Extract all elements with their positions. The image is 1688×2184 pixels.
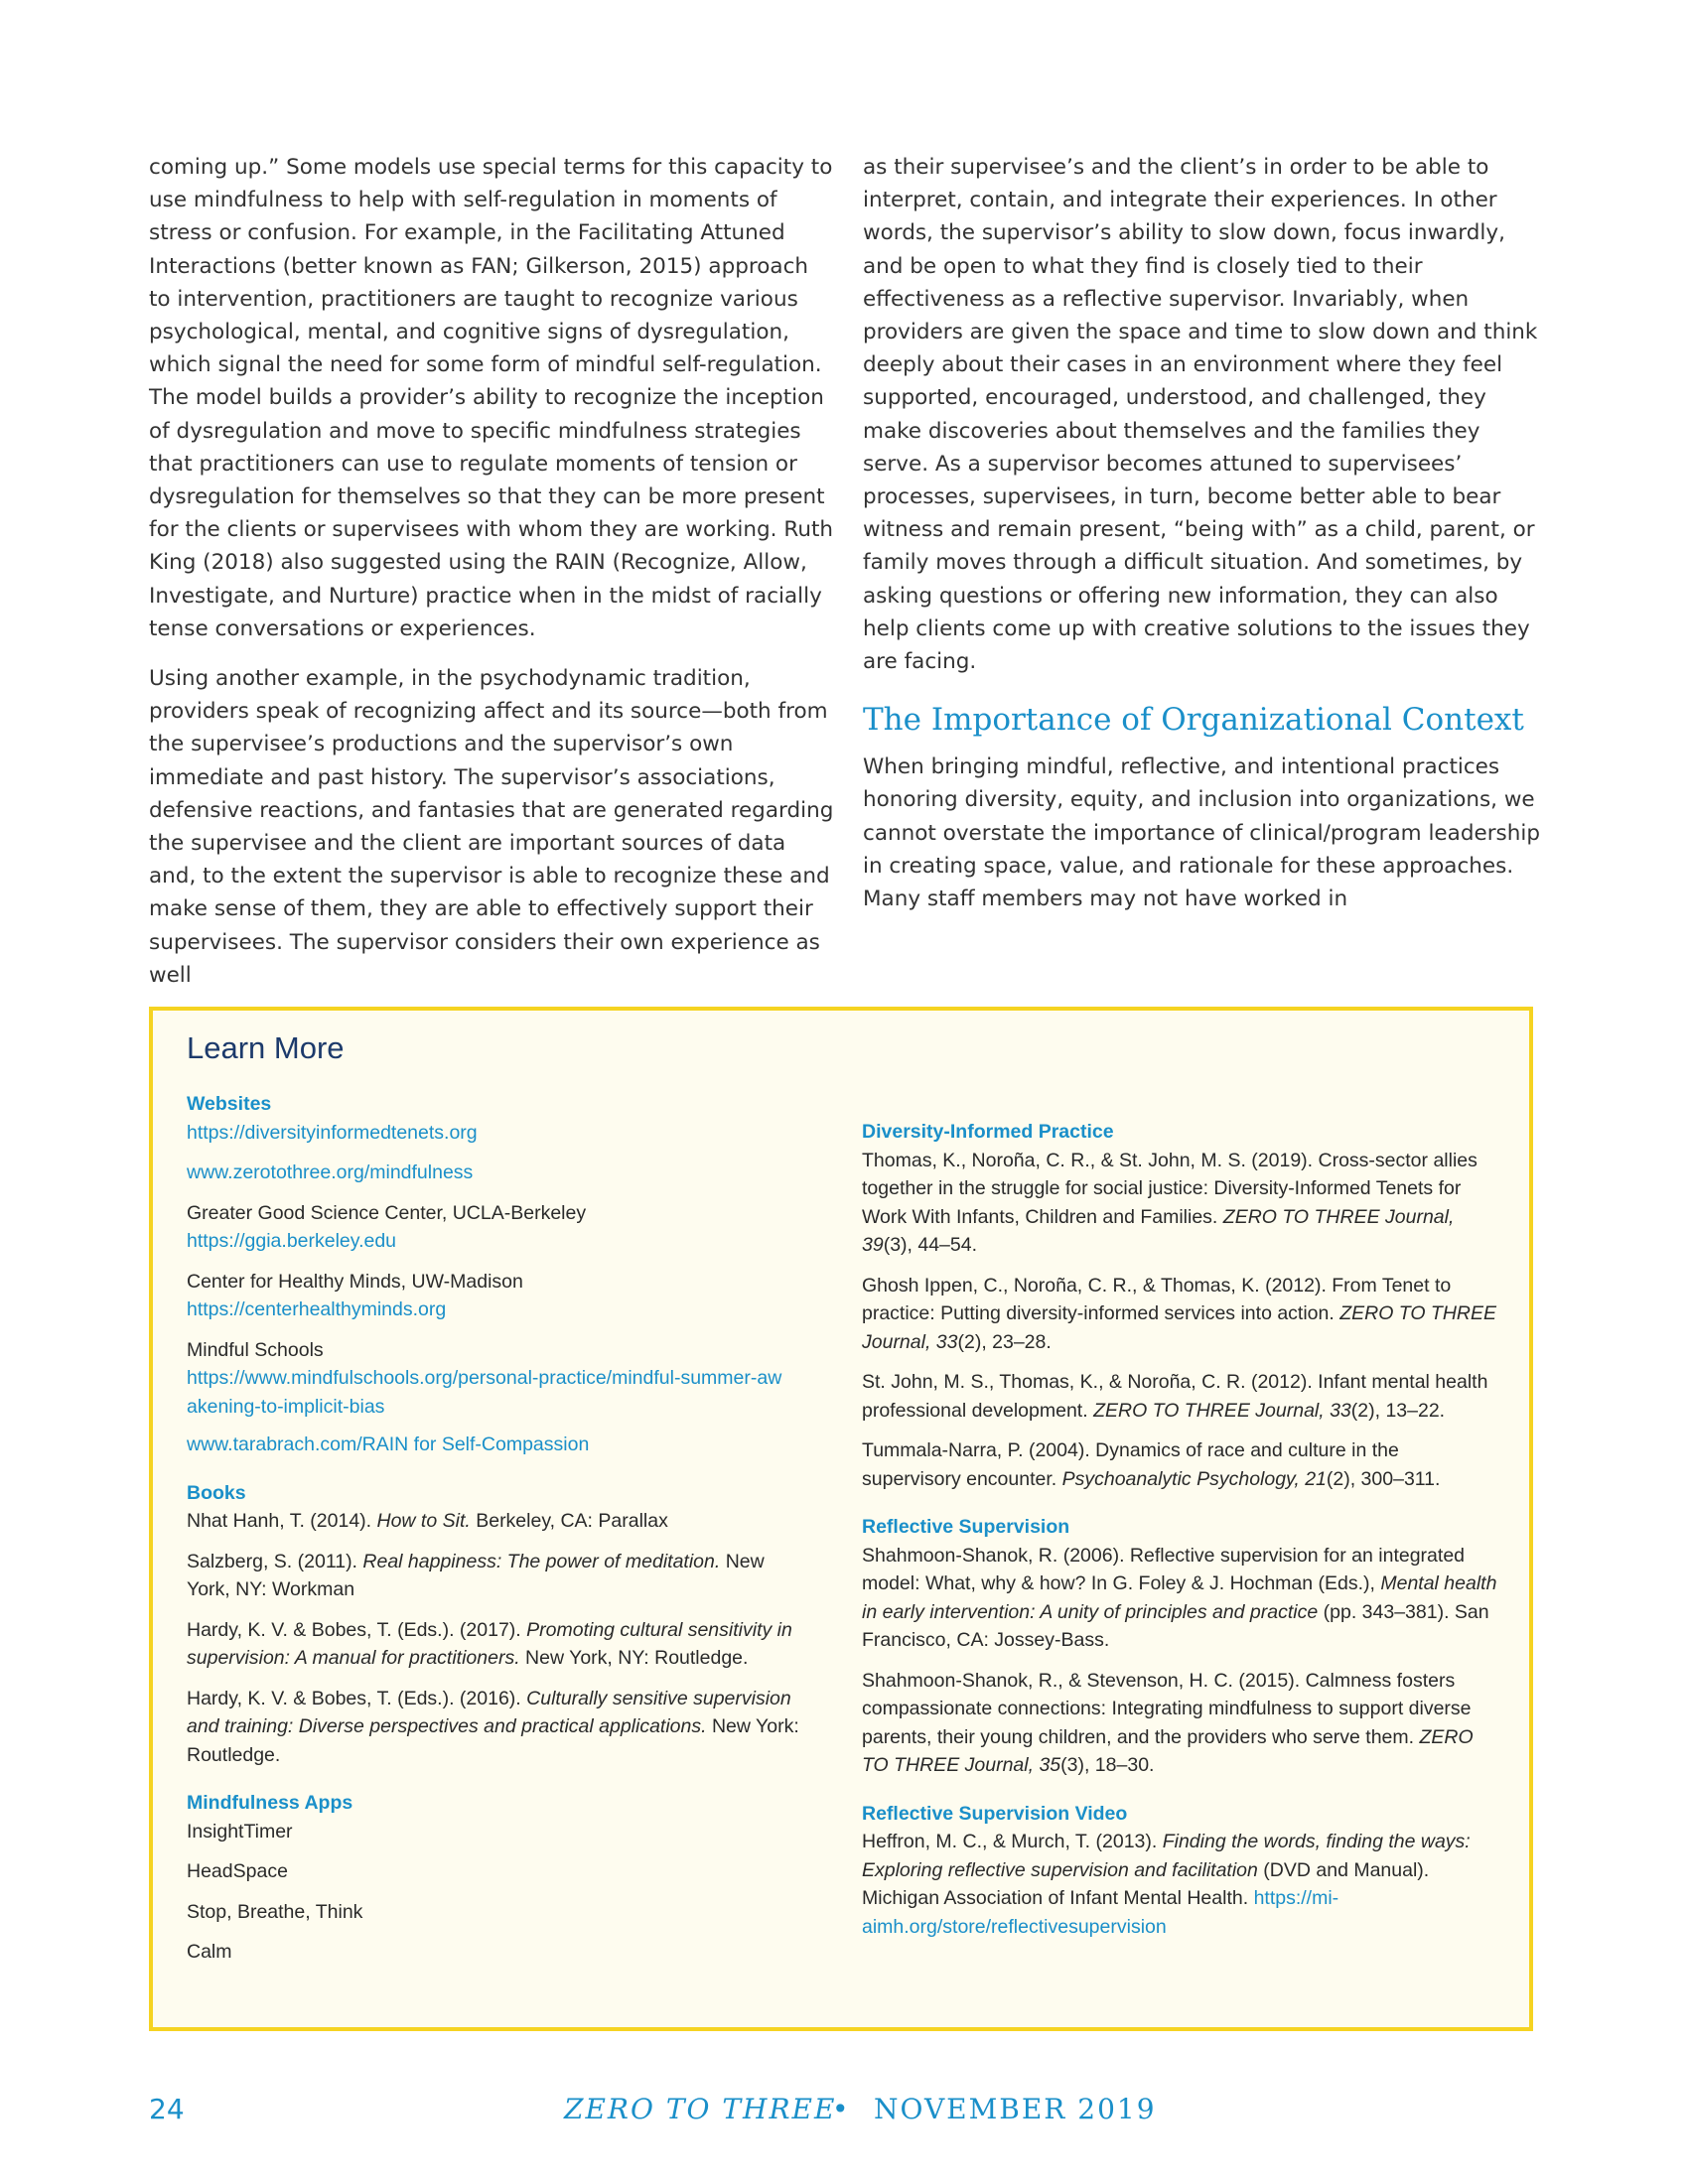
- app-item: InsightTimer: [187, 1820, 293, 1843]
- learn-more-box: [149, 1007, 1533, 2031]
- footer-separator: •: [832, 2093, 849, 2125]
- reflective-supervision-label: Reflective Supervision: [862, 1516, 1070, 1538]
- right-text-column: [863, 151, 1548, 932]
- resource-name: Center for Healthy Minds, UW-Madison: [187, 1270, 523, 1293]
- page-number: 24: [149, 2093, 185, 2125]
- app-item: Stop, Breathe, Think: [187, 1900, 363, 1923]
- diversity-practice-label: Diversity-Informed Practice: [862, 1121, 1114, 1143]
- reference-entry: Tummala-Narra, P. (2004). Dynamics of race and culture in the supervisory encounter. Psychoanalytic Psychology, 21(2), 300–311.: [862, 1439, 1441, 1490]
- app-item: HeadSpace: [187, 1860, 288, 1882]
- section-heading: The Importance of Organizational Context: [863, 702, 1524, 739]
- books-label: Books: [187, 1481, 246, 1504]
- websites-label: Websites: [187, 1093, 272, 1115]
- apps-label: Mindfulness Apps: [187, 1792, 353, 1814]
- website-link[interactable]: https://centerhealthyminds.org: [187, 1298, 447, 1320]
- website-link[interactable]: www.zerotothree.org/mindfulness: [187, 1161, 474, 1183]
- book-entry: Salzberg, S. (2011). Real happiness: The power of meditation. New York, NY: Workman: [187, 1550, 765, 1600]
- website-link[interactable]: https://www.mindfulschools.org/personal-practice/mindful-summer-awakening-to-implicit-bias: [187, 1367, 782, 1418]
- reference-entry: St. John, M. S., Thomas, K., & Noroña, C. R. (2012). Infant mental health professional development. ZERO TO THREE Journal, 33(2), 13–22.: [862, 1371, 1488, 1422]
- reference-entry: Thomas, K., Noroña, C. R., & St. John, M. S. (2019). Cross-sector allies together in the struggle for social justice: Diversity-Informed Tenets for Work With Infants, Children and Families. ZERO TO THREE Journal, 39(3), 44–54.: [862, 1149, 1477, 1256]
- body-paragraph: When bringing mindful, reflective, and intentional practices honoring diversity, equity, and inclusion into organizations, we cannot overstate the importance of clinical/program leadership in creating space, value, and rationale for these approaches. Many staff members may not have worked in: [863, 754, 1540, 912]
- video-link[interactable]: https://mi-aimh.org/store/reflectivesupervision: [862, 1887, 1339, 1938]
- reference-entry: Shahmoon-Shanok, R. (2006). Reflective supervision for an integrated model: What, why & how? In G. Foley & J. Hochman (Eds.), Mental health in early intervention: A unity of principles and practice (pp. 343–381). San Francisco, CA: Jossey-Bass.: [862, 1544, 1497, 1651]
- reflective-video-label: Reflective Supervision Video: [862, 1802, 1128, 1825]
- body-paragraph: as their supervisee’s and the client’s in order to be able to interpret, contain, and integrate their experiences. In other words, the supervisor’s ability to slow down, focus inwardly, and be open to what they find is closely tied to their effectiveness as a reflective supervisor. Invariably, when providers are given the space and time to slow down and think deeply about their cases in an environment where they feel supported, encouraged, understood, and challenged, they make discoveries about themselves and the families they serve. As a supervisor becomes attuned to supervisees’ processes, supervisees, in turn, become better able to bear witness and remain present, “being with” as a child, parent, or family moves through a difficult situation. And sometimes, by asking questions or offering new information, they can also help clients come up with creative solutions to the issues they are facing.: [863, 155, 1538, 675]
- resource-name: Greater Good Science Center, UCLA-Berkeley: [187, 1201, 587, 1224]
- website-link[interactable]: www.tarabrach.com/RAIN for Self-Compassion: [187, 1433, 590, 1455]
- learn-more-title: Learn More: [187, 1030, 345, 1065]
- website-link[interactable]: https://diversityinformedtenets.org: [187, 1121, 478, 1144]
- reference-entry: Ghosh Ippen, C., Noroña, C. R., & Thomas, K. (2012). From Tenet to practice: Putting diversity-informed services into action. ZERO TO THREE Journal, 33(2), 23–28.: [862, 1274, 1497, 1353]
- issue-date: NOVEMBER 2019: [874, 2093, 1157, 2125]
- body-paragraph: Using another example, in the psychodynamic tradition, providers speak of recognizing affect and its source—both from the supervisee’s productions and the supervisor’s own immediate and past history. The supervisor’s associations, defensive reactions, and fantasies that are generated regarding the supervisee and the client are important sources of data and, to the extent the supervisor is able to recognize these and make sense of them, they are able to effectively support their supervisees. The supervisor considers their own experience as well: [149, 666, 834, 988]
- learn-more-left-column: [187, 1090, 802, 1979]
- left-text-column: [149, 151, 834, 1009]
- journal-name: ZERO TO THREE: [564, 2093, 837, 2125]
- reference-entry: Shahmoon-Shanok, R., & Stevenson, H. C. (2015). Calmness fosters compassionate connections: Integrating mindfulness to support diverse parents, their young children, and the providers who serve them. ZERO TO THREE Journal, 35(3), 18–30.: [862, 1669, 1474, 1776]
- book-entry: Hardy, K. V. & Bobes, T. (Eds.). (2017). Promoting cultural sensitivity in supervision: A manual for practitioners. New York, NY: Routledge.: [187, 1618, 792, 1669]
- learn-more-right-column: [862, 1118, 1497, 1953]
- website-link[interactable]: https://ggia.berkeley.edu: [187, 1230, 397, 1252]
- book-entry: Hardy, K. V. & Bobes, T. (Eds.). (2016). Culturally sensitive supervision and training: Diverse perspectives and practical applications. New York: Routledge.: [187, 1687, 799, 1766]
- book-entry: Nhat Hanh, T. (2014). How to Sit. Berkeley, CA: Parallax: [187, 1510, 668, 1532]
- body-paragraph: coming up.” Some models use special terms for this capacity to use mindfulness to help with self-regulation in moments of stress or confusion. For example, in the Facilitating Attuned Interactions (better known as FAN; Gilkerson, 2015) approach to intervention, practitioners are taught to recognize various psychological, mental, and cognitive signs of dysregulation, which signal the need for some form of mindful self-regulation. The model builds a provider’s ability to recognize the inception of dysregulation and move to specific mindfulness strategies that practitioners can use to regulate moments of tension or dysregulation for themselves so that they can be more present for the clients or supervisees with whom they are working. Ruth King (2018) also suggested using the RAIN (Recognize, Allow, Investigate, and Nurture) practice when in the midst of racially tense conversations or experiences.: [149, 155, 833, 641]
- reference-entry: Heffron, M. C., & Murch, T. (2013). Finding the words, finding the ways: Exploring reflective supervision and facilitation (DVD and Manual). Michigan Association of Infant Mental Health. https://mi-aimh.org/store/reflectivesupervision: [862, 1831, 1471, 1938]
- resource-name: Mindful Schools: [187, 1338, 324, 1361]
- app-item: Calm: [187, 1941, 232, 1963]
